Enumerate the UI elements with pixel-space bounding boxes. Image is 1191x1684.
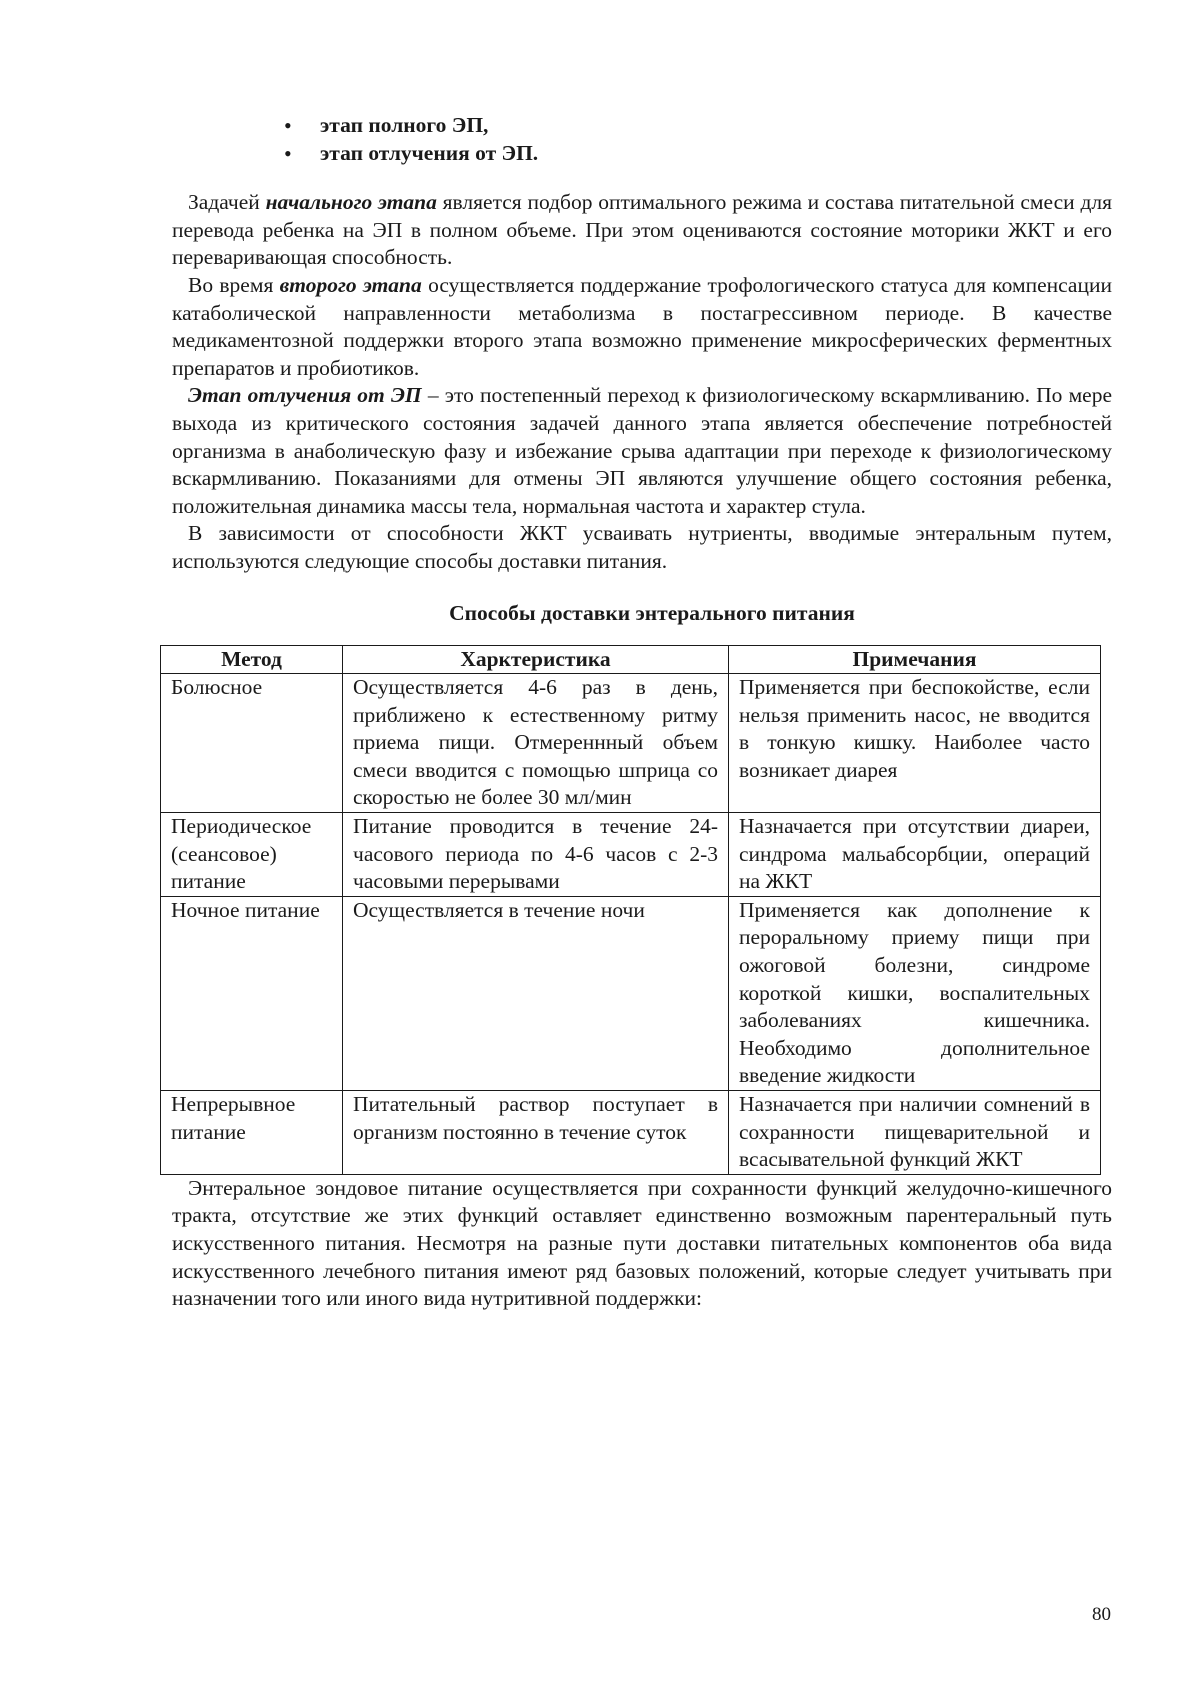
cell-notes: Назначается при наличии сомнений в сохранности пищеварительной и всасывательной функций ЖКТ	[729, 1091, 1101, 1175]
page-number: 80	[1092, 1604, 1111, 1625]
cell-method: Болюсное	[161, 674, 343, 813]
header-method: Метод	[161, 646, 343, 674]
delivery-methods-table	[160, 645, 1101, 1175]
header-notes: Примечания	[729, 646, 1101, 674]
cell-characteristic: Осуществляется 4-6 раз в день, приближено к естественному ритму приема пищи. Отмереннный объем смеси вводится с помощью шприца со скоростью не более 30 мл/мин	[343, 674, 729, 813]
table-header-row	[161, 646, 1101, 674]
header-characteristic: Харктеристика	[343, 646, 729, 674]
cell-notes: Применяется при беспокойстве, если нельзя применить насос, не вводится в тонкую кишку. Наиболее часто возникает диарея	[729, 674, 1101, 813]
table-row	[161, 896, 1101, 1090]
cell-characteristic: Осуществляется в течение ночи	[343, 896, 729, 1090]
stages-list	[172, 112, 1112, 167]
table-row	[161, 674, 1101, 813]
emphasis-weaning-stage: Этап отлучения от ЭП	[188, 383, 422, 408]
paragraph-weaning-stage: Этап отлучения от ЭП – это постепенный переход к физиологическому вскармливанию. По мере выхода из критического состояния задачей данного этапа является обеспечение потребностей организма в анаболическую фазу и избежание срыва адаптации при переходе к физиологическому вскармливанию. Показаниями для отмены ЭП являются улучшение общего состояния ребенка, положительная динамика массы тела, нормальная частота и характер стула.	[172, 383, 1113, 518]
stage-item: • этап полного ЭП,	[284, 112, 1112, 140]
paragraph-second-stage: Во время второго этапа осуществляется поддержание трофологического статуса для компенсации катаболической направленности метаболизма в постагрессивном периоде. В качестве медикаментозной поддержки второго этапа возможно применение микросферических ферментных препаратов и пробиотиков.	[172, 272, 1112, 380]
cell-method: Ночное питание	[161, 896, 343, 1090]
cell-method: Непрерывное питание	[161, 1091, 343, 1175]
cell-characteristic: Питание проводится в течение 24-часового периода по 4-6 часов с 2-3 часовыми перерывами	[343, 813, 729, 897]
emphasis-second-stage: второго этапа	[279, 272, 422, 297]
paragraph-delivery-methods: В зависимости от способности ЖКТ усваивать нутриенты, вводимые энтеральным путем, используются следующие способы доставки питания.	[172, 521, 1112, 573]
cell-characteristic: Питательный раствор поступает в организм постоянно в течение суток	[343, 1091, 729, 1175]
paragraph-initial-stage: Задачей начального этапа является подбор оптимального режима и состава питательной смеси для перевода ребенка на ЭП в полном объеме. При этом оцениваются состояние моторики ЖКТ и его переваривающая способность.	[172, 190, 1113, 270]
cell-notes: Назначается при отсутствии диареи, синдрома мальабсорбции, операций на ЖКТ	[729, 813, 1101, 897]
paragraph-enteral-tube-feeding: Энтеральное зондовое питание осуществляется при сохранности функций желудочно-кишечного тракта, отсутствие же этих функций оставляет единственно возможным парентеральный путь искусственного питания. Несмотря на разные пути доставки питательных компонентов оба вида искусственного лечебного питания имеют ряд базовых положений, которые следует учитывать при назначении того или иного вида нутритивной поддержки:	[172, 1175, 1112, 1311]
emphasis-initial-stage: начального этапа	[265, 190, 437, 215]
table-title: Способы доставки энтерального питания	[449, 600, 855, 625]
table-row	[161, 813, 1101, 897]
stage-item: • этап отлучения от ЭП.	[284, 140, 1112, 168]
table-row	[161, 1091, 1101, 1175]
cell-method: Периодическое (сеансовое) питание	[161, 813, 343, 897]
cell-notes: Применяется как дополнение к пероральному приему пищи при ожоговой болезни, синдроме короткой кишки, воспалительных заболеваниях кишечника. Необходимо дополнительное введение жидкости	[729, 896, 1101, 1090]
page-content	[172, 112, 1112, 1313]
